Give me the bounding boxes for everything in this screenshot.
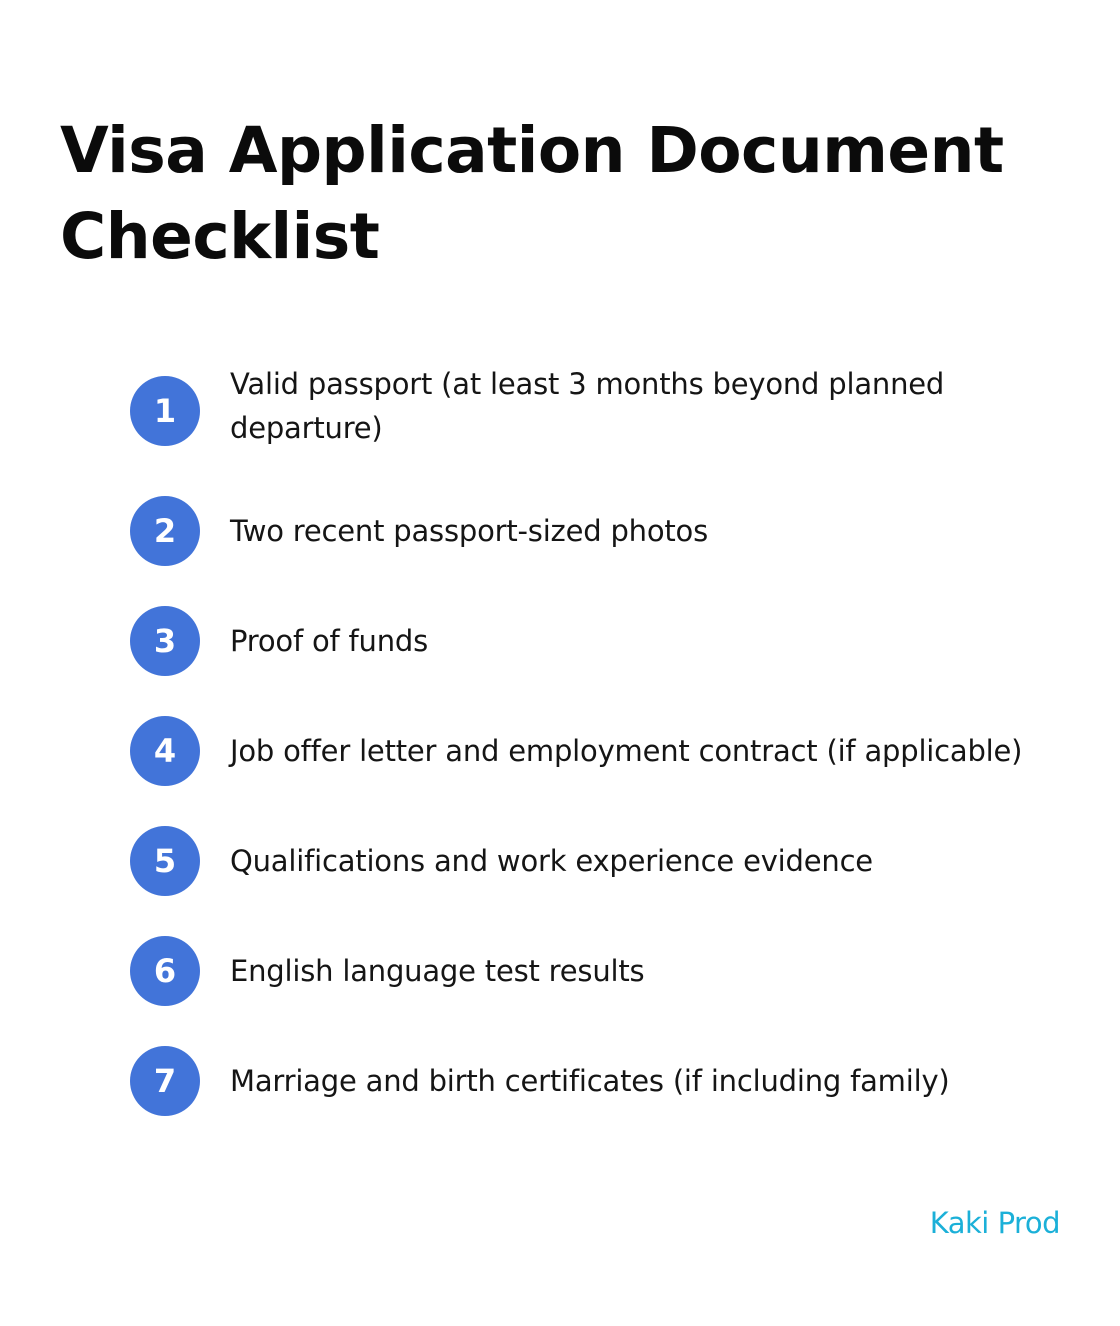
list-item-label: Marriage and birth certificates (if including family) — [230, 1064, 950, 1098]
list-item-label: Two recent passport-sized photos — [230, 514, 708, 548]
list-item — [130, 826, 1090, 896]
step-number-badge: 3 — [130, 606, 200, 676]
list-item-label: English language test results — [230, 954, 645, 988]
list-item — [130, 936, 1090, 1006]
page-title: Visa Application Document Checklist — [60, 114, 1004, 273]
step-number-badge: 6 — [130, 936, 200, 1006]
step-number-badge: 2 — [130, 496, 200, 566]
brand-logo: Kaki Prod — [929, 1206, 1060, 1240]
list-item-label: Job offer letter and employment contract (if applicable) — [230, 734, 1023, 768]
step-number-badge: 5 — [130, 826, 200, 896]
list-item — [130, 496, 1090, 566]
list-item-label: Valid passport (at least 3 months beyond planned departure) — [230, 367, 945, 445]
step-number-badge: 4 — [130, 716, 200, 786]
list-item — [130, 367, 1090, 446]
list-item — [130, 1046, 1090, 1116]
list-item — [130, 606, 1090, 676]
list-item-label: Proof of funds — [230, 624, 429, 658]
list-item — [130, 716, 1090, 786]
step-number-badge: 7 — [130, 1046, 200, 1116]
list-item-label: Qualifications and work experience evidence — [230, 844, 873, 878]
step-number-badge: 1 — [130, 376, 200, 446]
